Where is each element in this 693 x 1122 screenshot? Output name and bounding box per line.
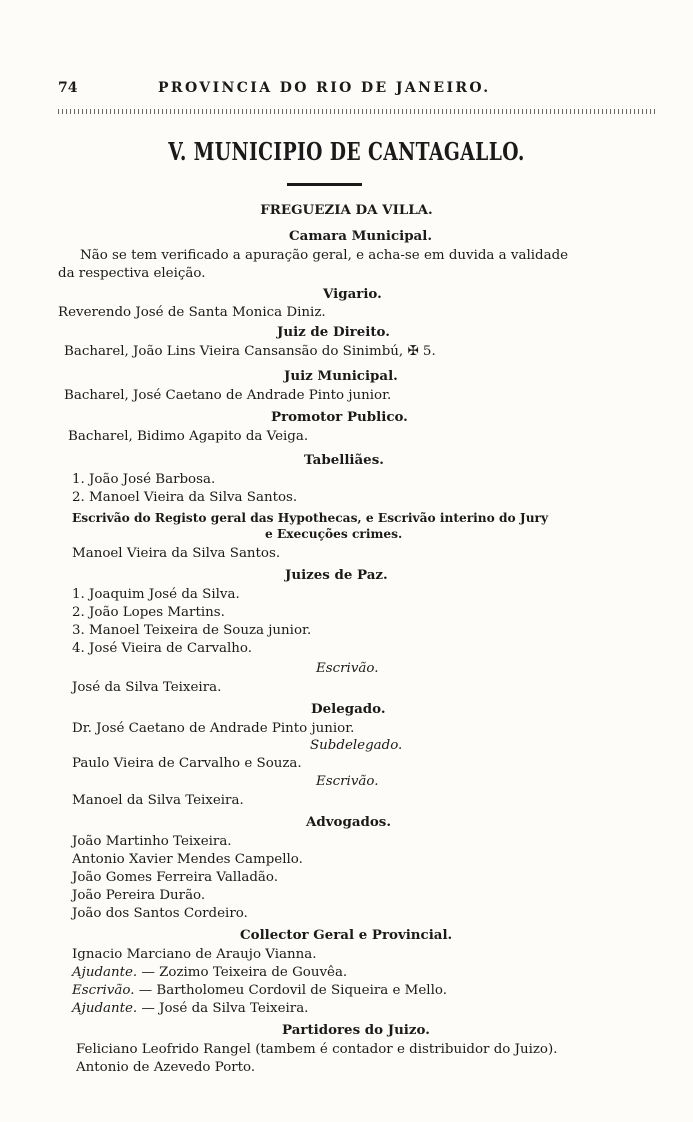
page-header — [58, 80, 658, 102]
collector-ajudante-line — [72, 1001, 308, 1017]
collector-ajudante-line — [72, 965, 347, 981]
section-heading-juiz-direito: Juiz de Direito. — [277, 324, 390, 340]
escrivao-label: Escrivão. — [72, 983, 135, 998]
ajudante-label: Ajudante. — [72, 965, 138, 980]
escrivao-delegacia-name: Manoel da Silva Teixeira. — [72, 793, 244, 808]
delegado-name: Dr. José Caetano de Andrade Pinto junior. — [72, 721, 355, 736]
advogado-item: João Martinho Teixeira. — [72, 834, 232, 849]
partidor-item: Feliciano Leofrido Rangel (tambem é contador e distribuidor do Juizo). — [76, 1042, 558, 1057]
section-heading-partidores: Partidores do Juizo. — [282, 1022, 430, 1038]
ajudante-name: — José da Silva Teixeira. — [137, 1001, 309, 1016]
partidor-item: Antonio de Azevedo Porto. — [76, 1060, 256, 1075]
section-heading-escrivao-registo-cont: e Execuções crimes. — [265, 527, 403, 541]
sub-heading-escrivao-delegacia: Escrivão. — [316, 774, 379, 789]
running-title: PROVINCIA DO RIO DE JANEIRO. — [158, 80, 491, 96]
collector-escrivao-line — [72, 983, 447, 999]
ajudante-name: — Zozimo Teixeira de Gouvêa. — [137, 965, 348, 980]
escrivao-registo-name: Manoel Vieira da Silva Santos. — [72, 546, 281, 561]
section-heading-camara: Camara Municipal. — [289, 228, 432, 244]
title-underline — [287, 183, 362, 186]
advogado-item: João Pereira Durão. — [72, 888, 206, 903]
decorative-rule — [58, 109, 658, 114]
section-heading-juiz-municipal: Juiz Municipal. — [284, 368, 398, 384]
ajudante-label: Ajudante. — [72, 1001, 138, 1016]
section-heading-promotor: Promotor Publico. — [271, 409, 408, 425]
juiz-paz-item: 4. José Vieira de Carvalho. — [72, 641, 253, 656]
juiz-municipal-name: Bacharel, José Caetano de Andrade Pinto junior. — [64, 388, 392, 403]
juiz-direito-name: Bacharel, João Lins Vieira Cansansão do Sinimbú, ✠ 5. — [64, 344, 436, 359]
camara-text-line: da respectiva eleição. — [58, 266, 206, 281]
tabelliao-item: 1. João José Barbosa. — [72, 472, 216, 487]
section-heading-juizes-paz: Juizes de Paz. — [285, 567, 388, 583]
promotor-name: Bacharel, Bidimo Agapito da Veiga. — [68, 429, 309, 444]
escrivao-paz-name: José da Silva Teixeira. — [72, 680, 222, 695]
vigario-name: Reverendo José de Santa Monica Diniz. — [58, 305, 326, 320]
juiz-paz-item: 3. Manoel Teixeira de Souza junior. — [72, 623, 312, 638]
section-heading-tabelliaes: Tabelliães. — [304, 452, 384, 468]
juiz-paz-item: 1. Joaquim José da Silva. — [72, 587, 240, 602]
advogado-item: Antonio Xavier Mendes Campello. — [72, 852, 303, 867]
page-number: 74 — [58, 80, 78, 96]
section-heading-advogados: Advogados. — [306, 814, 391, 830]
advogado-item: João dos Santos Cordeiro. — [72, 906, 248, 921]
section-heading-escrivao-registo: Escrivão do Registo geral das Hypothecas, e Escrivão interino do Jury — [72, 511, 549, 525]
section-heading-collector: Collector Geral e Provincial. — [240, 927, 453, 943]
juiz-paz-item: 2. João Lopes Martins. — [72, 605, 225, 620]
camara-text-line: Não se tem verificado a apuração geral, e acha-se em duvida a validade — [80, 248, 569, 263]
advogado-item: João Gomes Ferreira Valladão. — [72, 870, 278, 885]
tabelliao-item: 2. Manoel Vieira da Silva Santos. — [72, 490, 298, 505]
sub-heading-subdelegado: Subdelegado. — [310, 738, 403, 753]
section-heading-vigario: Vigario. — [323, 286, 382, 302]
subdelegado-name: Paulo Vieira de Carvalho e Souza. — [72, 756, 302, 771]
municipio-title: V. MUNICIPIO DE CANTAGALLO. — [168, 137, 525, 166]
freguezia-heading: FREGUEZIA DA VILLA. — [260, 202, 433, 218]
escrivao-name: — Bartholomeu Cordovil de Siqueira e Mello. — [134, 983, 447, 998]
sub-heading-escrivao-paz: Escrivão. — [316, 661, 379, 676]
section-heading-delegado: Delegado. — [311, 701, 386, 717]
collector-name: Ignacio Marciano de Araujo Vianna. — [72, 947, 317, 962]
